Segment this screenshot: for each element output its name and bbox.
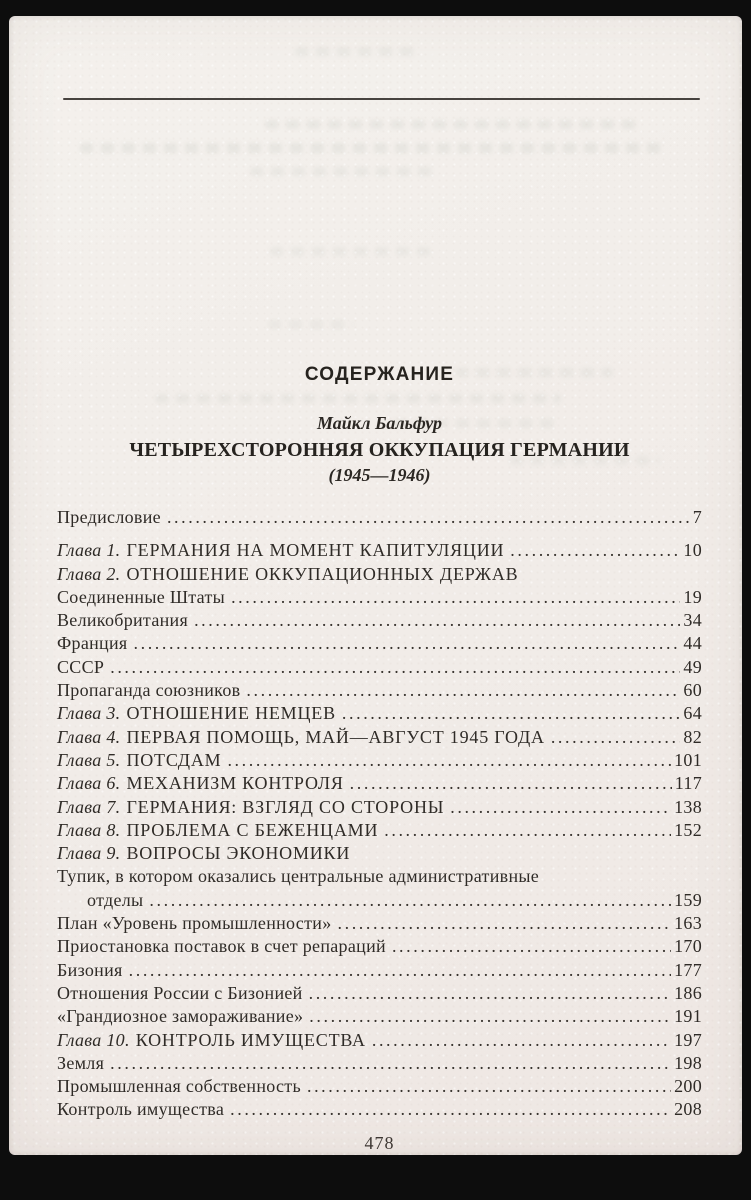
toc-dot-leader [551,726,681,749]
toc-entry-title: отделы [87,889,144,910]
contents-heading: СОДЕРЖАНИЕ [304,364,455,385]
toc-entry-title: Отношения России с Бизонией [57,982,303,1003]
toc-entry [57,959,702,982]
toc-entry [57,982,702,1005]
toc-dot-leader [110,656,680,679]
toc-entry [57,1075,702,1098]
toc-dot-leader [450,796,671,819]
toc-dot-leader [342,702,681,725]
toc-entry-title: ГЕРМАНИЯ НА МОМЕНТ КАПИТУЛЯЦИИ [126,540,505,561]
toc-entry-title: СССР [57,656,105,677]
toc-dot-leader [392,935,671,958]
toc-page-number: 34 [683,610,702,631]
bleedthrough-text-ghost [270,247,434,256]
toc-dot-leader [350,772,672,795]
toc-chapter-label: Глава 8. [57,819,121,840]
toc-dot-leader [227,749,671,772]
toc-dot-leader [231,586,680,609]
toc-page-number: 49 [683,656,702,677]
toc-entry [57,865,702,888]
toc-dot-leader [384,819,671,842]
toc-dot-leader [110,1052,671,1075]
book-title: ЧЕТЫРЕХСТОРОННЯЯ ОККУПАЦИЯ ГЕРМАНИИ [129,439,630,461]
toc-page-number: 152 [674,819,702,840]
toc-page-number: 117 [674,773,702,794]
toc-page-number: 159 [674,889,702,910]
toc-dot-leader [372,1029,671,1052]
toc-page-number: 186 [674,982,702,1003]
book-page [9,16,742,1155]
toc-entry-title: ГЕРМАНИЯ: ВЗГЛЯД СО СТОРОНЫ [126,796,445,817]
toc-dot-leader [194,609,680,632]
toc-entry-title: Великобритания [57,610,189,631]
toc-page-number: 198 [674,1052,702,1073]
toc-entry-title: КОНТРОЛЬ ИМУЩЕСТВА [135,1029,366,1050]
toc-entry [57,609,702,632]
toc-entry [57,506,702,529]
toc-dot-leader [246,679,680,702]
toc-entry-title: Предисловие [57,507,161,527]
bleedthrough-text-ghost [265,120,643,129]
toc-chapter-label: Глава 6. [57,773,121,794]
toc-entry [57,819,702,842]
toc-entry-title: Земля [57,1052,105,1073]
toc-entry [57,912,702,935]
bleedthrough-text-ghost [295,47,419,56]
toc-entry-title: Бизония [57,959,123,980]
author-name: Майкл Бальфур [316,413,443,433]
toc-entry-title: ОТНОШЕНИЕ ОККУПАЦИОННЫХ ДЕРЖАВ [126,563,519,584]
toc-chapter-label: Глава 7. [57,796,121,817]
toc-entry [57,842,702,865]
toc-entry-title: Франция [57,633,128,654]
toc-entry [57,702,702,725]
toc-entry-title: МЕХАНИЗМ КОНТРОЛЯ [126,773,344,794]
toc-entry-title: Тупик, в котором оказались центральные административные [57,866,540,887]
toc-page-number: 82 [683,726,702,747]
toc-chapter-label: Глава 9. [57,843,121,864]
header-rule [63,98,700,100]
book-years: (1945—1946) [328,465,431,485]
page-number-folio: 478 [364,1133,395,1153]
toc-chapter-label: Глава 2. [57,563,121,584]
toc-entry-title: ПРОБЛЕМА С БЕЖЕНЦАМИ [126,819,379,840]
toc-entry [57,539,702,562]
bleedthrough-text-ghost [250,167,438,176]
toc-page-number: 7 [692,507,702,527]
toc-chapter-label: Глава 1. [57,540,121,561]
toc-page-number: 64 [683,703,702,724]
toc-chapter-label: Глава 10. [57,1029,130,1050]
toc-entry [57,1052,702,1075]
toc-chapter-label: Глава 4. [57,726,121,747]
toc-page-number: 197 [674,1029,702,1050]
toc-entry [57,796,702,819]
toc-entry-title: ОТНОШЕНИЕ НЕМЦЕВ [126,703,336,724]
toc-chapter-label: Глава 5. [57,749,121,770]
toc-entry-title: ВОПРОСЫ ЭКОНОМИКИ [126,843,351,864]
toc-entry [57,656,702,679]
toc-entry [57,679,702,702]
toc-entry [57,726,702,749]
toc-dot-leader [510,539,680,562]
toc-entry [57,586,702,609]
toc-page-number: 208 [674,1099,702,1120]
toc-entry-title: План «Уровень промышленности» [57,913,332,934]
toc-dot-leader [149,889,671,912]
toc-entry [57,889,702,912]
toc-dot-leader [309,982,671,1005]
toc-dot-leader [230,1098,671,1121]
bleedthrough-text-ghost [155,394,561,403]
bleedthrough-text-ghost [80,143,665,153]
toc-entry-title: Соединенные Штаты [57,586,226,607]
toc-page-number: 177 [674,959,702,980]
toc-page-number: 138 [674,796,702,817]
toc-entry-title: Пропаганда союзников [57,680,241,701]
toc-entry [57,1005,702,1028]
toc-dot-leader [129,959,671,982]
toc-entry [57,935,702,958]
toc-page-number: 44 [683,633,702,654]
toc-entry [57,1029,702,1052]
toc-entry [57,772,702,795]
toc-chapter-label: Глава 3. [57,703,121,724]
toc-entry [57,1098,702,1121]
toc-page-number: 200 [674,1076,702,1097]
toc-entry-title: Контроль имущества [57,1099,225,1120]
toc-list [57,506,702,1122]
toc-entry-title: ПОТСДАМ [126,749,222,770]
toc-dot-leader [134,632,681,655]
toc-entry-title: «Грандиозное замораживание» [57,1006,304,1027]
toc-dot-leader [309,1005,671,1028]
toc-dot-leader [167,506,690,529]
toc-page-number: 60 [683,680,702,701]
toc-entry [57,749,702,772]
toc-page-number: 191 [674,1006,702,1027]
bleedthrough-text-ghost [268,320,354,329]
toc-dot-leader [307,1075,671,1098]
toc-page-number: 101 [674,749,702,770]
toc-entry [57,632,702,655]
toc-page-number: 10 [683,540,702,561]
toc-dot-leader [338,912,672,935]
toc-page-number: 19 [683,586,702,607]
toc-page-number: 163 [674,913,702,934]
toc-entry-title: Приостановка поставок в счет репараций [57,936,386,957]
toc-entry-title: Промышленная собственность [57,1076,301,1097]
toc-page-number: 170 [674,936,702,957]
toc-entry-title: ПЕРВАЯ ПОМОЩЬ, МАЙ—АВГУСТ 1945 ГОДА [126,726,545,747]
toc-entry [57,563,702,586]
